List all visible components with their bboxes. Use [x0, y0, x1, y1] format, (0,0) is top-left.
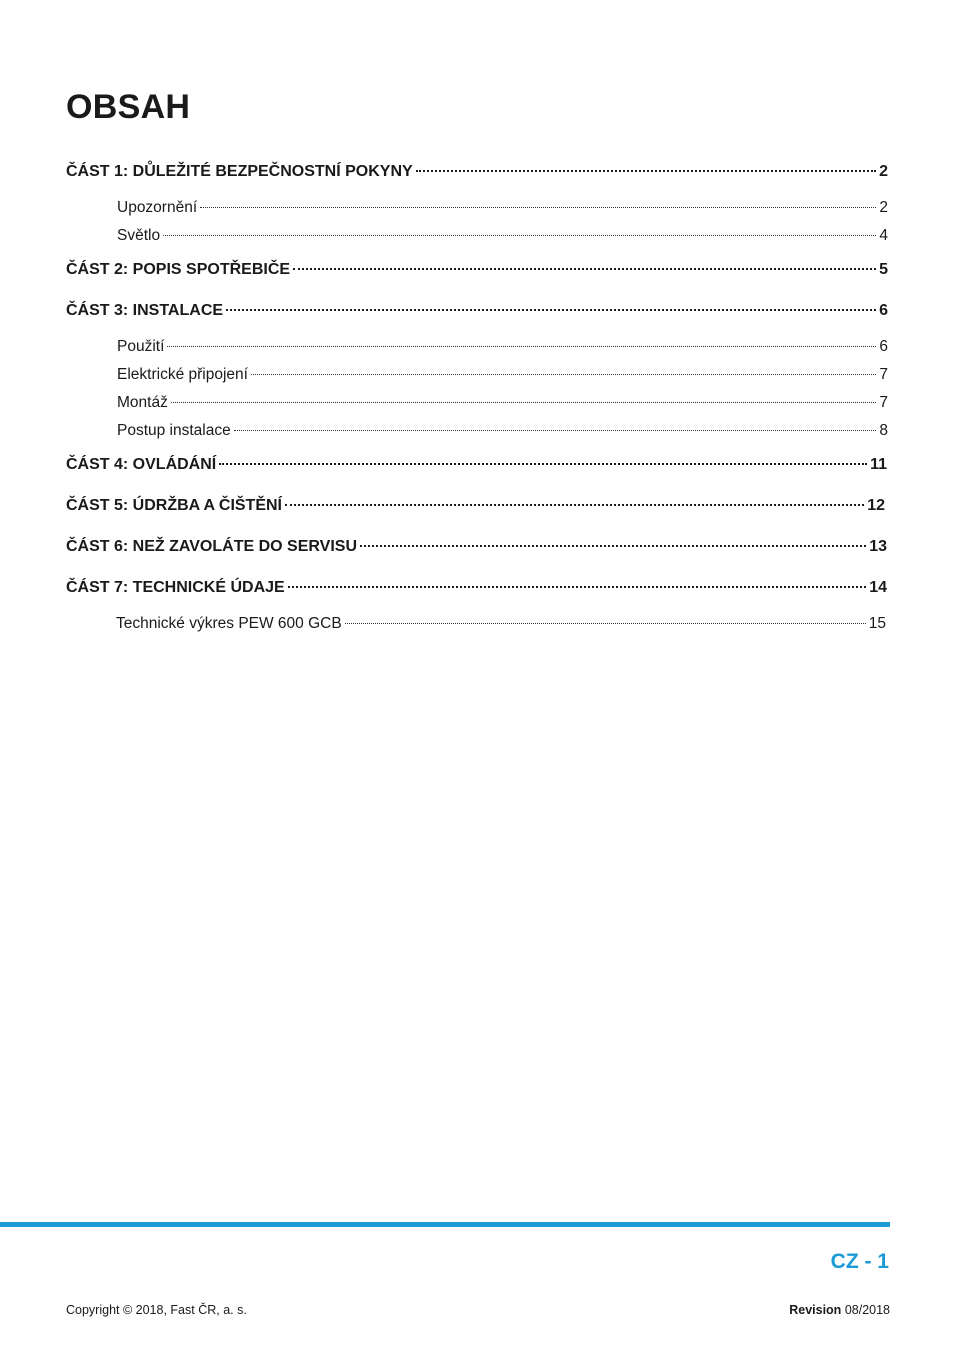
toc-entry-technicke-vykres[interactable] [116, 612, 886, 633]
toc-entry-part-2[interactable] [66, 258, 888, 279]
toc-entry-part-6[interactable] [66, 535, 887, 556]
revision-date: 08/2018 [844, 1303, 890, 1317]
toc-entry-svetlo[interactable] [117, 224, 888, 245]
toc-leader-dots [285, 494, 864, 508]
toc-leader-dots [167, 335, 876, 349]
toc-leader-dots [293, 258, 876, 272]
toc-entry-part-3[interactable] [66, 299, 888, 320]
toc-entry-elektricke-pripojeni[interactable] [117, 363, 888, 384]
toc-entry-label: Upozornění [117, 198, 198, 216]
toc-entry-label: ČÁST 6: NEŽ ZAVOLÁTE DO SERVISU [66, 538, 357, 555]
toc-entry-page: 13 [869, 538, 887, 555]
toc-entry-upozorneni[interactable] [117, 196, 888, 217]
toc-entry-label: Postup instalace [117, 421, 231, 439]
toc-entry-label: Montáž [117, 393, 168, 411]
toc-entry-page: 6 [879, 302, 888, 319]
toc-entry-postup-instalace[interactable] [117, 419, 888, 440]
toc-leader-dots [360, 535, 866, 549]
page-title: OBSAH [66, 88, 191, 126]
toc-entry-label: ČÁST 4: OVLÁDÁNÍ [66, 456, 217, 473]
toc-entry-page: 15 [868, 614, 886, 632]
revision-label: Revision [789, 1303, 842, 1317]
toc-entry-page: 7 [879, 365, 888, 383]
toc-entry-label: Světlo [117, 226, 161, 244]
toc-entry-part-5[interactable] [66, 494, 885, 515]
toc-leader-dots [171, 391, 877, 405]
toc-leader-dots [226, 299, 876, 313]
copyright-notice: Copyright © 2018, Fast ČR, a. s. [66, 1303, 247, 1317]
toc-entry-page: 2 [879, 198, 888, 216]
footer-divider [0, 1222, 890, 1227]
toc-entry-page: 4 [879, 226, 888, 244]
toc-entry-label: ČÁST 3: INSTALACE [66, 302, 224, 319]
toc-leader-dots [416, 160, 876, 174]
toc-leader-dots [345, 612, 866, 626]
toc-entry-page: 5 [879, 261, 888, 278]
toc-leader-dots [234, 419, 877, 433]
toc-entry-label: ČÁST 2: POPIS SPOTŘEBIČE [66, 261, 291, 278]
toc-entry-page: 2 [879, 163, 888, 180]
toc-entry-pouziti[interactable] [117, 335, 888, 356]
toc-leader-dots [288, 576, 867, 590]
toc-entry-page: 7 [879, 393, 888, 411]
toc-entry-part-4[interactable] [66, 453, 887, 474]
toc-leader-dots [219, 453, 867, 467]
toc-entry-page: 12 [867, 497, 885, 514]
toc-entry-label: ČÁST 1: DŮLEŽITÉ BEZPEČNOSTNÍ POKYNY [66, 163, 413, 180]
page-number: CZ - 1 [830, 1250, 889, 1273]
toc-entry-page: 14 [869, 579, 887, 596]
toc-leader-dots [251, 363, 876, 377]
toc-leader-dots [163, 224, 876, 238]
toc-entry-label: Elektrické připojení [117, 365, 248, 383]
toc-entry-label: Použití [117, 337, 165, 355]
toc-entry-part-7[interactable] [66, 576, 887, 597]
toc-entry-page: 8 [879, 421, 888, 439]
revision-info [789, 1303, 890, 1317]
toc-entry-montaz[interactable] [117, 391, 888, 412]
toc-entry-page: 11 [870, 456, 887, 473]
toc-entry-label: ČÁST 5: ÚDRŽBA A ČIŠTĚNÍ [66, 497, 282, 514]
toc-entry-part-1[interactable] [66, 160, 888, 181]
toc-leader-dots [200, 196, 876, 210]
toc-entry-page: 6 [879, 337, 888, 355]
toc-entry-label: Technické výkres PEW 600 GCB [116, 614, 342, 632]
toc-entry-label: ČÁST 7: TECHNICKÉ ÚDAJE [66, 579, 285, 596]
